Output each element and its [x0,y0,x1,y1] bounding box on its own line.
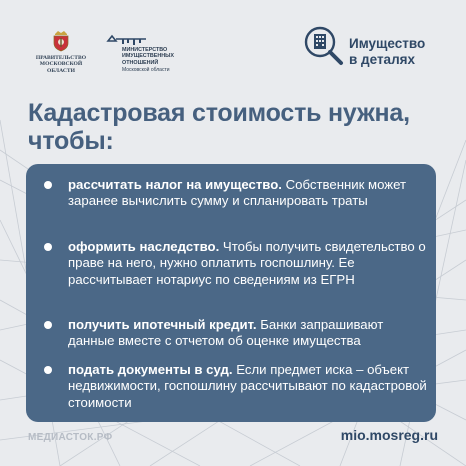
ministry-logo [106,31,226,75]
ministry-line-2: ИМУЩЕСТВЕННЫХ [122,53,175,60]
header [0,0,466,90]
website-link[interactable]: mio.mosreg.ru [340,427,438,443]
gov-text-line-1: ПРАВИТЕЛЬСТВО [35,55,87,61]
item-bold: рассчитать налог на имущество. [68,177,282,192]
building-magnifier-icon [304,26,344,66]
item-bold: оформить наследство. [68,239,220,254]
item-text: Если предмет иска – объект недвижимости, госпошлину рассчитывают по кадастровой стоимости [68,362,427,410]
list-item-court [44,362,428,411]
bullet-icon [44,321,52,329]
ministry-line-3: ОТНОШЕНИЙ [122,59,159,66]
item-bold: подать документы в суд. [68,362,233,377]
item-text: Собственник может заранее вычислить сумму и спланировать траты [68,177,407,209]
title-line-1: Кадастровая стоимость нужна, [28,99,410,127]
brand-line-2: в деталях [349,51,416,67]
bullet-icon [44,366,52,374]
title-line-2: чтобы: [28,127,114,155]
project-brand [304,26,454,76]
ministry-text [122,47,174,66]
footer-source: МЕДИАСТОК.РФ [28,432,113,443]
coat-of-arms-icon [52,30,70,52]
gov-text-line-3: ОБЛАСТИ [47,67,75,74]
brand-line-1: Имущество [349,36,426,51]
brand-text [349,36,459,67]
key-icon [106,31,226,47]
list-item-inheritance [44,239,428,288]
item-bold: получить ипотечный кредит. [68,317,257,332]
page-title [28,99,448,155]
bullet-icon [44,243,52,251]
gov-text-line-2: МОСКОВСКОЙ [39,61,83,68]
ministry-subtitle: Московской области [122,67,170,73]
bullet-icon [44,181,52,189]
list-item-mortgage [44,317,428,350]
ministry-line-1: МИНИСТЕРСТВО [122,47,168,53]
item-text: Чтобы получить свидетельство о праве на него, нужно оплатить госпошлину. Ее рассчитывает нотариус по сведениям из ЕГРН [68,239,426,287]
list-item-tax [44,177,428,210]
item-text: Банки запрашивают данные вместе с отчетом об оценке имущества [68,317,384,349]
government-logo [26,30,96,74]
